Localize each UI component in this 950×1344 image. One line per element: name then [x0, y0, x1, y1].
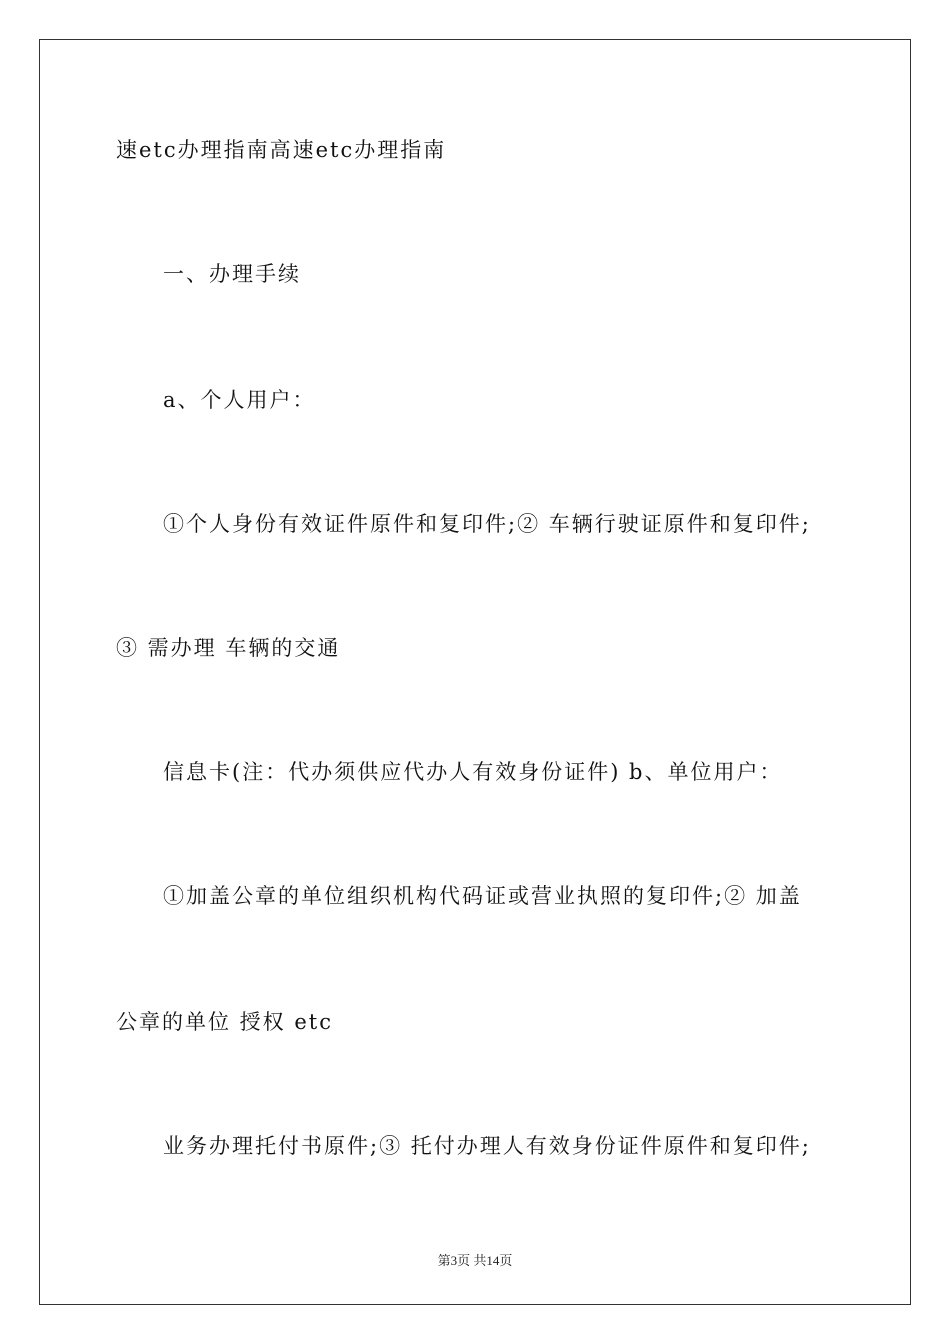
paragraph-line: 公章的单位 授权 etc	[116, 1010, 333, 1034]
paragraph-line: ①加盖公章的单位组织机构代码证或营业执照的复印件;② 加盖	[163, 884, 802, 908]
paragraph-line: ③ 需办理 车辆的交通	[116, 636, 341, 660]
paragraph-line: ①个人身份有效证件原件和复印件;② 车辆行驶证原件和复印件;	[163, 512, 811, 536]
section-heading: 一、办理手续	[163, 262, 301, 286]
page-frame	[39, 39, 911, 1305]
document-title-line: 速etc办理指南高速etc办理指南	[116, 138, 447, 162]
page-number-footer: 第3页 共14页	[437, 1253, 513, 1268]
subsection-heading-personal: a、个人用户：	[163, 388, 316, 412]
paragraph-line: 信息卡(注：代办须供应代办人有效身份证件) b、单位用户：	[163, 760, 783, 784]
paragraph-line: 业务办理托付书原件;③ 托付办理人有效身份证件原件和复印件;	[163, 1134, 811, 1158]
